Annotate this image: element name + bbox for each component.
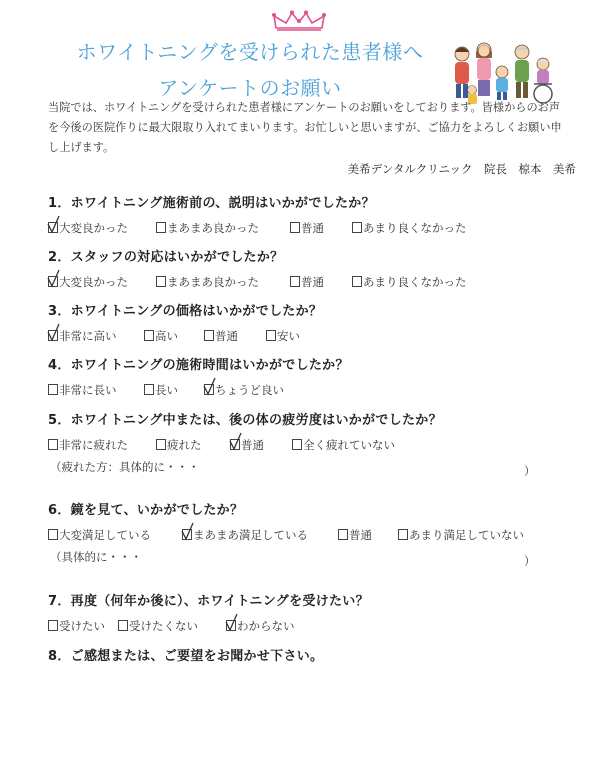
handwritten-check-icon [46,323,62,343]
question-text: 1．ホワイトニング施術前の、説明はいかがでしたか？ [48,196,375,211]
survey-subtitle: アンケートのお願い [158,76,342,100]
checkbox-icon[interactable] [48,439,58,450]
option-checkbox[interactable]: 非常に疲れた [48,437,156,453]
option-checkbox[interactable]: まあまあ満足している [182,527,338,543]
option-checkbox[interactable]: わからない [226,618,295,634]
checkbox-icon[interactable] [266,330,276,341]
option-checkbox[interactable]: 全く疲れていない [292,437,395,453]
checkbox-icon[interactable] [398,529,408,540]
checkbox-icon[interactable] [118,620,128,631]
option-checkbox[interactable]: 大変良かった [48,274,156,290]
checkbox-icon[interactable] [352,276,362,287]
detail-prompt: （疲れた方：具体的に・・・ [50,460,200,474]
question-7 [48,590,588,634]
question-text: 5．ホワイトニング中または、後の体の疲労度はいかがでしたか？ [48,413,442,428]
option-checkbox[interactable]: 安い [266,328,300,344]
checkbox-icon[interactable] [48,529,58,540]
question-3 [48,300,588,344]
handwritten-check-icon [46,269,62,289]
intro-text: 当院では、ホワイトニングを受けられた患者様にアンケートのお願いをしております。皆様からのお声を今後の医院作りに最大限取り入れてまいります。お忙しいと思いますが、ご協力をよろしくお願い申し上げます。 [48,101,562,154]
option-checkbox[interactable]: まあまあ良かった [156,220,290,236]
checkbox-icon[interactable] [290,222,300,233]
checkbox-icon[interactable] [144,384,154,395]
detail-prompt: （具体的に・・・ [50,550,142,564]
option-checkbox[interactable]: まあまあ良かった [156,274,290,290]
question-text: 2．スタッフの対応はいかがでしたか？ [48,250,284,265]
handwritten-check-icon [180,522,196,542]
question-1 [48,192,588,236]
checkbox-icon[interactable] [144,330,154,341]
option-checkbox[interactable]: 受けたい [48,618,118,634]
question-4 [48,354,588,398]
checkbox-icon[interactable] [204,330,214,341]
family-illustration-icon [448,36,558,106]
checkbox-icon[interactable] [292,439,302,450]
question-2 [48,246,588,290]
checkbox-icon[interactable] [156,439,166,450]
crown-icon [272,10,326,32]
option-checkbox[interactable]: 非常に長い [48,382,144,398]
survey-title: ホワイトニングを受けられた患者様へ [76,40,424,64]
clinic-signature: 美希デンタルクリニック 院長 椋本 美希 [347,162,576,176]
question-text: 7．再度（何年か後に）、ホワイトニングを受けたい？ [48,594,369,609]
question-8 [48,645,588,664]
handwritten-check-icon [46,215,62,235]
option-checkbox[interactable]: 普通 [338,527,398,543]
option-checkbox[interactable]: 高い [144,328,204,344]
detail-paren-close: ） [524,464,536,478]
option-checkbox[interactable]: 普通 [230,437,292,453]
option-checkbox[interactable]: 普通 [204,328,266,344]
checkbox-icon[interactable] [156,276,166,287]
handwritten-check-icon [228,432,244,452]
option-checkbox[interactable]: 大変良かった [48,220,156,236]
detail-paren-close: ） [524,554,536,568]
checkbox-icon[interactable] [48,620,58,631]
option-checkbox[interactable]: 受けたくない [118,618,226,634]
checkbox-icon[interactable] [156,222,166,233]
question-text: 8．ご感想または、ご要望をお聞かせ下さい。 [48,649,324,664]
checkbox-icon[interactable] [352,222,362,233]
question-text: 3．ホワイトニングの価格はいかがでしたか？ [48,304,323,319]
option-checkbox[interactable]: あまり良くなかった [352,274,467,290]
option-checkbox[interactable]: 疲れた [156,437,230,453]
handwritten-check-icon [224,613,240,633]
option-checkbox[interactable]: ちょうど良い [204,382,284,398]
option-checkbox[interactable]: 長い [144,382,204,398]
question-6 [48,499,588,565]
option-checkbox[interactable]: 非常に高い [48,328,144,344]
checkbox-icon[interactable] [48,384,58,395]
option-checkbox[interactable]: あまり良くなかった [352,220,467,236]
question-text: 4．ホワイトニングの施術時間はいかがでしたか？ [48,358,349,373]
checkbox-icon[interactable] [338,529,348,540]
option-checkbox[interactable]: 大変満足している [48,527,182,543]
question-5 [48,409,588,475]
option-checkbox[interactable]: 普通 [290,220,352,236]
checkbox-icon[interactable] [290,276,300,287]
handwritten-check-icon [202,377,218,397]
question-text: 6．鏡を見て、いかがでしたか？ [48,503,244,518]
option-checkbox[interactable]: あまり満足していない [398,527,524,543]
option-checkbox[interactable]: 普通 [290,274,352,290]
